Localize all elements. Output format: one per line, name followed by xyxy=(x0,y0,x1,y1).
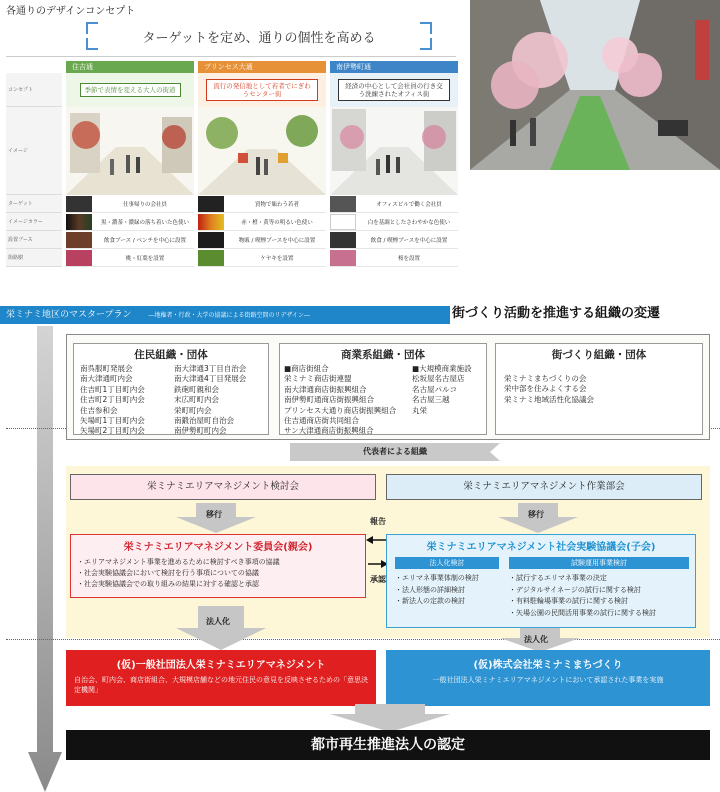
general-association-box xyxy=(66,650,376,706)
residents-org-title: 住民組織・団体 xyxy=(134,349,208,361)
representatives-label: 代表者による組織 xyxy=(363,447,427,456)
incorporation-label-right: 法人化 xyxy=(524,635,548,644)
tree-cell: ケヤキを設置 xyxy=(198,249,326,267)
trial-business-list: ・試行するエリマネ事業の決定 ・デジタルサイネージの試行に関する検討 ・有料駐輪場事業の試行に関する検討 ・矢場公園の民間活用事業の試行に関する検討 xyxy=(509,574,656,617)
tree-cell: 桃・紅葉を設置 xyxy=(66,249,194,267)
town-org-box xyxy=(495,343,703,435)
column-header: 住吉通 xyxy=(66,61,194,73)
timeline-arrow xyxy=(28,326,62,792)
transition-label-left: 移行 xyxy=(206,510,222,519)
column-concept: 季節で表情を変える大人の街道 xyxy=(66,73,194,107)
street-rendering-photo xyxy=(470,0,720,170)
residents-list-1: 南呉服町発展会 南大津通町内会 住吉町1丁目町内会 住吉町2丁目町内会 住吉参和会 矢場町1丁目町内会 矢場町2丁目町内会 xyxy=(80,364,145,436)
commerce-list-2: ■大規模商業施設 松坂屋名古屋店 名古屋パルコ 名古屋三越 丸栄 xyxy=(412,364,472,415)
representatives-arrow xyxy=(290,443,500,461)
certification-banner: 都市再生推進法人の認定 xyxy=(66,730,710,760)
town-org-title: 街づくり組織・団体 xyxy=(551,349,647,361)
row-label-color: イメージカラー xyxy=(6,213,62,231)
organizations-zone xyxy=(66,334,710,440)
trial-business-subhead: 試験運用事業検討 xyxy=(509,557,689,569)
town-list: 栄ミナミまちづくりの会 栄中部を住みよくする会 栄ミナミ地域活性化協議会 xyxy=(504,374,594,404)
column-concept: 経済の中心として会社員の行き交う洗練されたオフィス街 xyxy=(330,73,458,107)
commerce-list-1: ■商店街組合 栄ミナミ商店街連盟 南大津通商店街振興組合 南伊勢町通商店街振興組合 プリンセス大通り商店街振興組合 住吉通商店街共同組合 サン大津通商店街振興組合 xyxy=(284,364,397,436)
report-label: 報告 xyxy=(370,517,386,526)
concept-banner xyxy=(60,18,458,52)
target-cell: オフィスビルで働く会社員 xyxy=(330,195,458,213)
target-cell: 仕事帰りの会社員 xyxy=(66,195,194,213)
incorporation-label-left: 法人化 xyxy=(206,617,230,626)
organization-evolution-heading: 街づくり活動を推進する組織の変遷 xyxy=(452,306,661,321)
company-box xyxy=(386,650,710,706)
divider-line xyxy=(6,639,720,640)
street-concept-table xyxy=(6,56,456,288)
experiment-council-box xyxy=(386,534,696,628)
street-scene-illustration xyxy=(330,107,458,195)
incorporation-subhead: 法人化検討 xyxy=(395,557,499,569)
row-label-booth: 設置ブース xyxy=(6,231,62,249)
committee-title: 栄ミナミエリアマネジメント委員会(親会) xyxy=(123,542,313,553)
incorporation-arrow-left xyxy=(176,606,266,650)
committee-list: ・エリアマネジメント事業を進めるために検討すべき事項の協議 ・社会実験協議会において検討を行う事項についての協議 ・社会実験協議会での取り組みの結果に対する確認と承認 xyxy=(77,558,280,588)
committee-box xyxy=(70,534,366,598)
incorporation-list: ・エリマネ事業体制の検討 ・法人形態の詳細検討 ・新法人の定款の検討 xyxy=(395,574,479,605)
transition-label-right: 移行 xyxy=(528,510,544,519)
masterplan-title-bar xyxy=(0,306,450,324)
residents-list-2: 南大津通3丁目自治会 南大津通4丁目発展会 鉄砲町親和会 末広町町内会 栄町町内会 南鍛治屋町自治会 南伊勢町町内会 xyxy=(174,364,247,436)
image-color-cell: 黒・濃茶・濃緑の落ち着いた色使い xyxy=(66,213,194,231)
concept-text: ターゲットを定め、通りの個性を高める xyxy=(142,31,376,46)
company-title: (仮)株式会社栄ミナミまちづくり xyxy=(473,660,623,671)
street-scene-illustration xyxy=(66,107,194,195)
approval-label: 承認 xyxy=(370,575,386,584)
tree-cell: 桜を設置 xyxy=(330,249,458,267)
booth-cell: 飲食ブース / ベンチを中心に設置 xyxy=(66,231,194,249)
general-association-title: (仮)一般社団法人栄ミナミエリアマネジメント xyxy=(116,660,326,671)
street-column-princess xyxy=(198,61,326,267)
booth-cell: 飲食 / 喫煙ブースを中心に設置 xyxy=(330,231,458,249)
design-concept-title: 各通りのデザインコンセプト xyxy=(6,6,136,17)
street-column-sumiyoshi xyxy=(66,61,194,267)
residents-org-box xyxy=(73,343,269,435)
column-header: プリンセス大通 xyxy=(198,61,326,73)
image-color-cell: 白を基調としたさわやかな色使い xyxy=(330,213,458,231)
column-concept: 流行の発信地として若者でにぎわうセンター街 xyxy=(198,73,326,107)
target-cell: 買物で賑わう若者 xyxy=(198,195,326,213)
masterplan-subtitle: ―地権者・行政・大学の協議による街路空間のリデザイン― xyxy=(148,312,310,319)
column-header: 南伊勢町通 xyxy=(330,61,458,73)
street-column-minamiise xyxy=(330,61,458,267)
row-label-target: ターゲット xyxy=(6,195,62,213)
general-association-desc: 自治会、町内会、商店街組合、大規模店舗などの地元住民の意見を反映させるための「意思決定機関」 xyxy=(74,676,368,694)
certification-arrow xyxy=(330,704,450,732)
commerce-org-title: 商業系組織・団体 xyxy=(341,349,425,361)
image-color-cell: 赤・橙・黄等の明るい色使い xyxy=(198,213,326,231)
kentokai-box: 栄ミナミエリアマネジメント検討会 xyxy=(70,474,376,500)
booth-cell: 物販 / 喫煙ブースを中心に設置 xyxy=(198,231,326,249)
commerce-org-box xyxy=(279,343,487,435)
company-desc: 一般社団法人栄ミナミエリアマネジメントにおいて承認された事業を実施 xyxy=(432,676,664,684)
masterplan-title: 栄ミナミ地区のマスタープラン xyxy=(6,310,132,320)
experiment-council-title: 栄ミナミエリアマネジメント社会実験協議会(子会) xyxy=(426,542,656,553)
report-approval-arrows xyxy=(366,530,388,574)
street-scene-illustration xyxy=(198,107,326,195)
row-label-image: イメージ xyxy=(6,107,62,195)
row-label-tree: 街路樹 xyxy=(6,249,62,267)
sagyobukai-box: 栄ミナミエリアマネジメント作業部会 xyxy=(386,474,702,500)
row-label-concept: コンセプト xyxy=(6,73,62,107)
